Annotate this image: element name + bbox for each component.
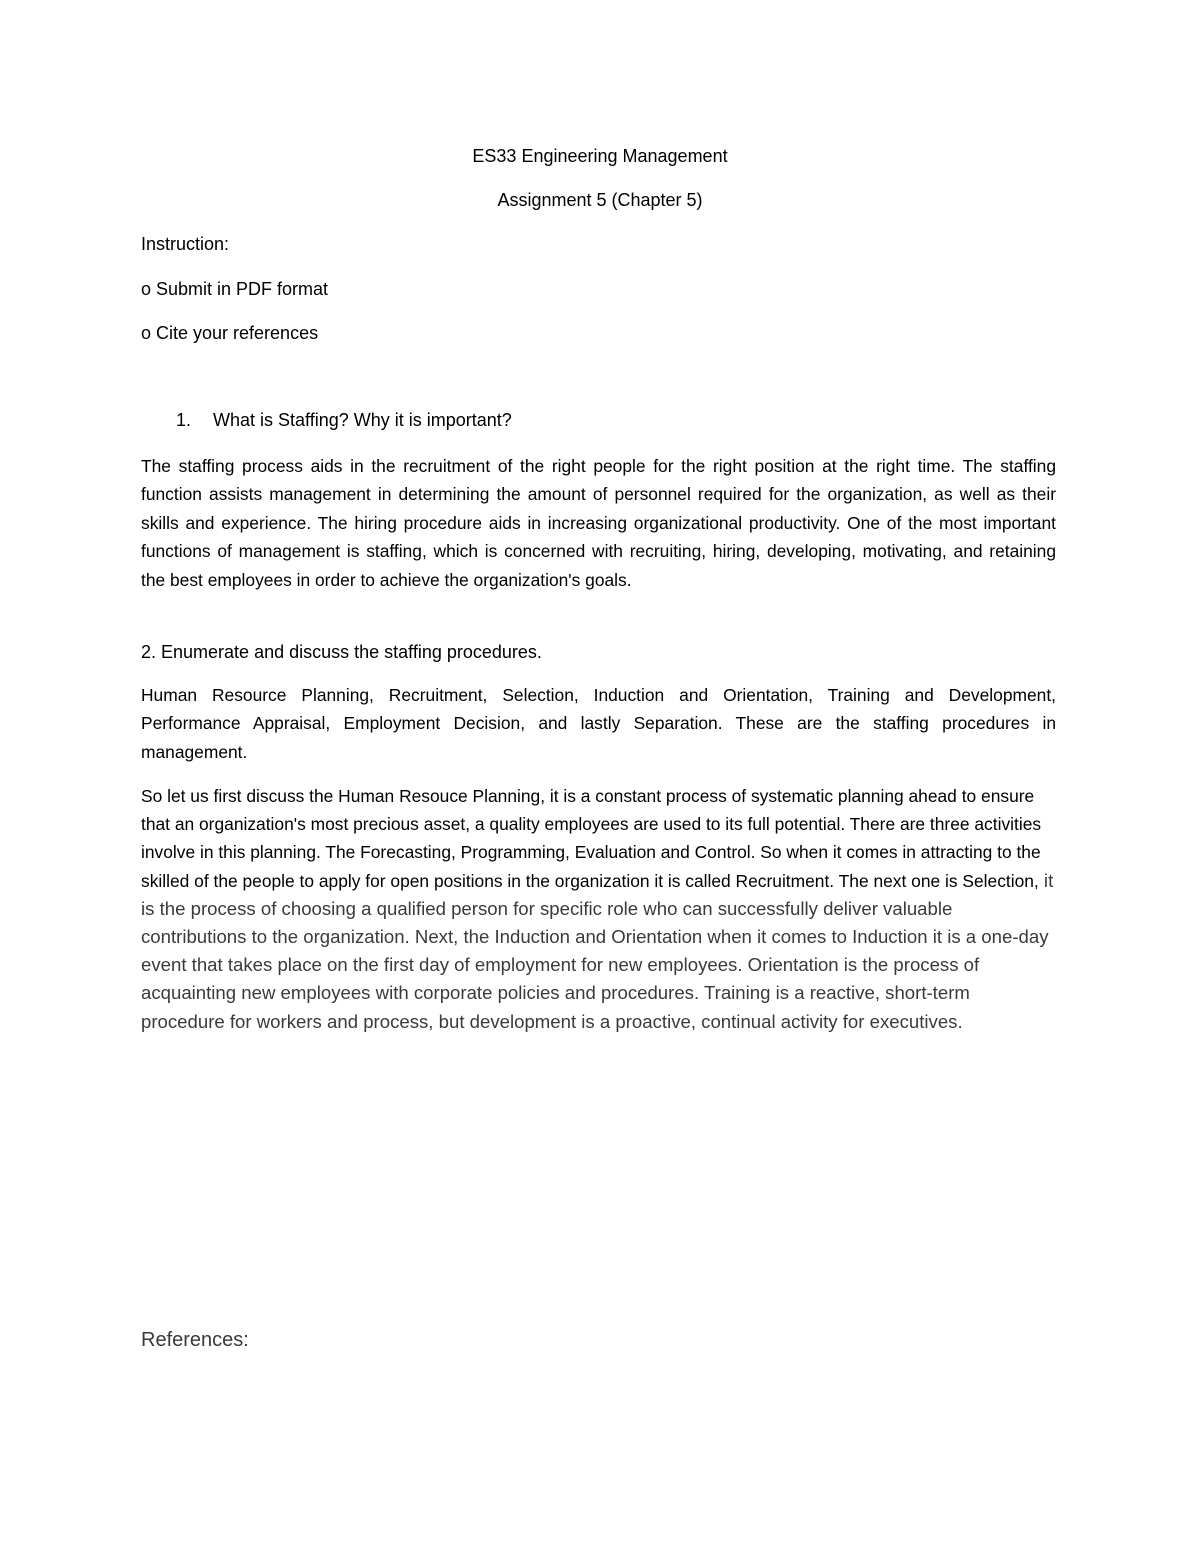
instruction-item: o Cite your references xyxy=(141,323,319,343)
answer-3-part-1: So let us first discuss the Human Resouce Planning, it is a constant process of systematic planning ahead to ensure that an organization's most precious asset, a quality employees are used to its full potential. There are three activities involve in this planning. The Forecasting, Programming, Evaluation and Control. So when it comes in attracting to the skilled of the people to apply for open positions in the organization it is called Recruitment. The next one is Selection, xyxy=(141,786,1042,891)
instruction-label: Instruction: xyxy=(141,234,230,254)
instruction-item: o Submit in PDF format xyxy=(141,279,329,299)
question-1 xyxy=(176,408,512,432)
question-1-text: What is Staffing? Why it is important? xyxy=(213,410,512,430)
question-2: 2. Enumerate and discuss the staffing procedures. xyxy=(141,642,542,662)
document-subtitle: Assignment 5 (Chapter 5) xyxy=(497,190,703,210)
references-label: References: xyxy=(141,1329,249,1351)
answer-3-paragraph xyxy=(141,782,1056,1036)
answer-3-part-2: it is the process of choosing a qualified person for specific role who can successfully deliver valuable contributions to the organization. Next, the Induction and Orientation when it comes to Induction it is a one-day event that takes place on the first day of employment for new employees. Orientation is the process of acquainting new employees with corporate policies and procedures. Training is a reactive, short-term procedure for workers and process, but development is a proactive, continual activity for executives. xyxy=(141,869,1054,1032)
answer-1-paragraph: The staffing process aids in the recruitment of the right people for the right position at the right time. The staffing function assists management in determining the amount of personnel required for the organization, as well as their skills and experience. The hiring procedure aids in increasing organizational productivity. One of the most important functions of management is staffing, which is concerned with recruiting, hiring, developing, motivating, and retaining the best employees in order to achieve the organization's goals. xyxy=(141,456,1056,590)
answer-2-paragraph: Human Resource Planning, Recruitment, Selection, Induction and Orientation, Training and Development, Performance Appraisal, Employment Decision, and lastly Separation. These are the staffing procedures in management. xyxy=(141,685,1056,762)
document-title: ES33 Engineering Management xyxy=(472,146,728,166)
question-1-number: 1. xyxy=(176,410,192,430)
